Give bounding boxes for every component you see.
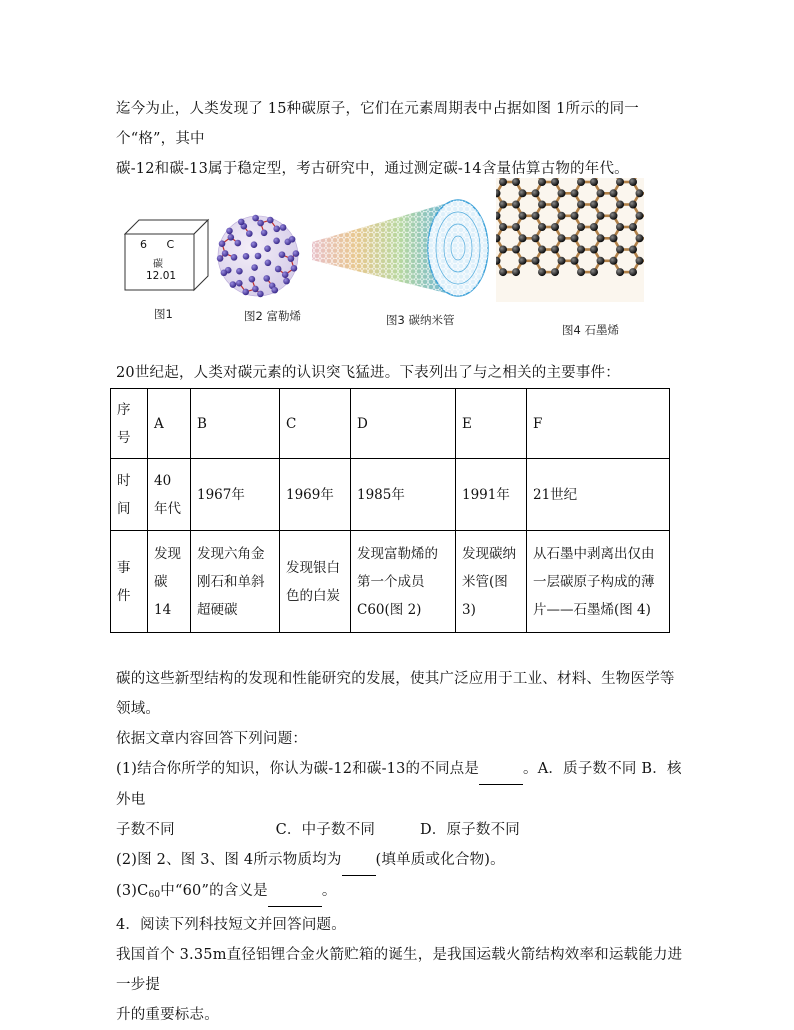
fullerene-molecule-graphic xyxy=(212,210,304,302)
body-paragraph-2: 依据文章内容回答下列问题： xyxy=(116,731,308,747)
fullerene-atom xyxy=(273,226,280,233)
graphene-atom xyxy=(512,201,520,209)
graphene-atom xyxy=(532,212,540,220)
fullerene-atom xyxy=(238,219,245,226)
graphene-atom xyxy=(571,234,579,242)
fullerene-atom xyxy=(235,240,242,247)
fullerene-atom xyxy=(236,280,243,287)
answer-blank-3[interactable] xyxy=(268,876,322,907)
element-name: 碳 xyxy=(153,259,163,270)
graphene-atom xyxy=(551,201,559,209)
atomic-number: 6 xyxy=(140,238,147,251)
graphene-atom xyxy=(538,246,546,254)
option-d: D．原子数不同 xyxy=(419,822,520,838)
graphene-atom xyxy=(610,257,618,265)
fullerene-atom xyxy=(243,253,250,260)
graphene-atom xyxy=(577,201,585,209)
graphene-atom xyxy=(499,201,507,209)
graphene-atom xyxy=(597,257,605,265)
graphene-atom xyxy=(590,223,598,231)
fullerene-atom xyxy=(228,234,235,241)
graphene-atom xyxy=(499,178,507,186)
graphene-lattice-graphic xyxy=(496,178,644,302)
graphene-atom xyxy=(551,268,559,276)
event-cell: 发现富勒烯的第一个成员C60(图 2) xyxy=(351,531,456,633)
table-row-ids xyxy=(111,389,670,459)
graphene-atom xyxy=(551,246,559,254)
graphene-atom xyxy=(616,201,624,209)
row-header-event: 事件 xyxy=(111,531,148,633)
graphene-atom xyxy=(616,178,624,186)
fullerene-atom xyxy=(252,215,259,222)
graphene-atom xyxy=(512,246,520,254)
figure-1 xyxy=(124,214,210,290)
graphene-atom xyxy=(590,246,598,254)
graphene-atom xyxy=(558,212,566,220)
graphene-atom xyxy=(519,234,527,242)
time-cell: 21世纪 xyxy=(527,459,670,531)
event-cell: 发现碳14 xyxy=(148,531,191,633)
question-1-options: 子数不同 C．中子数不同 D．原子数不同 xyxy=(116,822,520,838)
time-cell: 1991年 xyxy=(456,459,527,531)
graphene-atom xyxy=(577,268,585,276)
time-cell: 40年代 xyxy=(148,459,191,531)
id-cell: B xyxy=(191,389,280,459)
answer-blank-1[interactable] xyxy=(479,754,523,785)
graphene-atom xyxy=(616,268,624,276)
fullerene-atom xyxy=(249,276,256,283)
figure-2-caption: 图2 富勒烯 xyxy=(244,309,301,323)
id-cell: C xyxy=(280,389,351,459)
graphene-atom xyxy=(558,257,566,265)
event-cell: 发现碳纳米管(图 3) xyxy=(456,531,527,633)
graphene-atom xyxy=(538,201,546,209)
fullerene-atom xyxy=(257,291,264,298)
events-table xyxy=(110,388,670,633)
graphene-atom xyxy=(538,268,546,276)
row-header-time: 时间 xyxy=(111,459,148,531)
fullerene-atom xyxy=(236,268,243,275)
graphene-atom xyxy=(499,223,507,231)
graphene-atom xyxy=(636,234,644,242)
graphene-atom xyxy=(532,189,540,197)
figure-4-caption: 图4 石墨烯 xyxy=(562,323,619,337)
fullerene-image xyxy=(212,210,304,302)
graphene-atom xyxy=(558,234,566,242)
fullerene-atom xyxy=(265,259,272,266)
fullerene-atom xyxy=(251,264,258,271)
graphene-atom xyxy=(629,246,637,254)
graphene-atom xyxy=(629,268,637,276)
graphene-atom xyxy=(538,223,546,231)
figure-3-caption: 图3 碳纳米管 xyxy=(386,313,455,327)
graphene-atom xyxy=(512,178,520,186)
event-cell: 发现六角金刚石和单斜超硬碳 xyxy=(191,531,280,633)
graphene-atom xyxy=(551,223,559,231)
graphene-atom xyxy=(571,212,579,220)
graphene-atom xyxy=(519,212,527,220)
id-cell: A xyxy=(148,389,191,459)
graphene-atom xyxy=(571,189,579,197)
fullerene-atom xyxy=(252,286,259,293)
graphene-atom xyxy=(558,189,566,197)
graphene-atom xyxy=(629,201,637,209)
graphene-atom xyxy=(551,178,559,186)
graphene-atom xyxy=(590,178,598,186)
graphene-atom xyxy=(616,246,624,254)
intro-paragraph xyxy=(116,94,686,184)
graphene-atom xyxy=(610,234,618,242)
answer-blank-2[interactable] xyxy=(342,845,376,876)
table-intro: 20世纪起，人类对碳元素的认识突飞猛进。下表列出了与之相关的主要事件： xyxy=(116,365,620,381)
fullerene-atom xyxy=(283,278,290,285)
fullerene-atom xyxy=(263,275,270,282)
fullerene-atom xyxy=(271,287,278,294)
graphene-atom xyxy=(610,212,618,220)
graphene-atom xyxy=(629,223,637,231)
body-section xyxy=(116,664,686,1030)
graphene-atom xyxy=(512,223,520,231)
graphene-atom xyxy=(629,178,637,186)
fullerene-atom xyxy=(291,265,298,272)
fullerene-atom xyxy=(275,266,282,273)
fullerene-atom xyxy=(221,269,228,276)
fullerene-atom xyxy=(219,240,226,247)
fullerene-atom xyxy=(222,250,229,257)
graphene-atom xyxy=(538,178,546,186)
element-symbol: C xyxy=(166,238,175,251)
graphene-atom xyxy=(636,257,644,265)
graphene-atom xyxy=(590,201,598,209)
graphene-atom xyxy=(499,268,507,276)
fullerene-atom xyxy=(267,217,274,224)
graphene-atom xyxy=(597,234,605,242)
graphene-atom xyxy=(496,212,501,220)
question-2: (2)图 2、图 3、图 4所示物质均为 (填单质或化合物)。 xyxy=(116,845,686,876)
table-row-times xyxy=(111,459,670,531)
fullerene-atom xyxy=(231,254,238,261)
graphene-atom xyxy=(577,223,585,231)
fullerene-atom xyxy=(293,250,300,257)
graphene-atom xyxy=(577,246,585,254)
graphene-atom xyxy=(590,268,598,276)
atomic-mass: 12.01 xyxy=(146,270,177,282)
question-4-heading: 4．阅读下列科技短文并回答问题。 xyxy=(116,917,346,933)
fullerene-atom xyxy=(217,255,224,262)
graphene-atom xyxy=(636,189,644,197)
fullerene-atom xyxy=(273,238,280,245)
table-row-events xyxy=(111,531,670,633)
graphene-atom xyxy=(597,212,605,220)
graphene-atom xyxy=(636,212,644,220)
graphene-atom xyxy=(519,189,527,197)
graphene-atom xyxy=(597,189,605,197)
graphene-atom xyxy=(532,234,540,242)
graphene-atom xyxy=(532,257,540,265)
fullerene-atom xyxy=(251,241,258,248)
graphene-atom xyxy=(519,257,527,265)
fullerene-atom xyxy=(264,245,271,252)
graphene-atom xyxy=(571,257,579,265)
fullerene-atom xyxy=(289,236,296,243)
graphene-atom xyxy=(496,257,501,265)
intro-line-1: 迄今为止，人类发现了 15种碳原子，它们在元素周期表中占据如图 1所示的同一个“格”，其中 xyxy=(116,101,639,147)
graphene-atom xyxy=(616,223,624,231)
body-paragraph-1: 碳的这些新型结构的发现和性能研究的发展，使其广泛应用于工业、材料、生物医学等领域。 xyxy=(116,671,675,717)
graphene-atom xyxy=(496,234,501,242)
fullerene-atom xyxy=(230,281,237,288)
time-cell: 1985年 xyxy=(351,459,456,531)
graphene-atom xyxy=(610,189,618,197)
figure-1-caption: 图1 xyxy=(154,307,173,321)
graphene-atom xyxy=(577,178,585,186)
fullerene-atom xyxy=(226,228,233,235)
graphene-atom xyxy=(512,268,520,276)
fullerene-atom xyxy=(279,251,286,258)
event-cell: 从石墨中剥离出仅由一层碳原子构成的薄片——石墨烯(图 4) xyxy=(527,531,670,633)
fullerene-atom xyxy=(255,253,262,260)
graphene-image xyxy=(496,178,644,302)
row-header-id: 序号 xyxy=(111,389,148,459)
time-cell: 1967年 xyxy=(191,459,280,531)
time-cell: 1969年 xyxy=(280,459,351,531)
fullerene-atom xyxy=(282,271,289,278)
intro-line-2: 碳-12和碳-13属于稳定型，考古研究中，通过测定碳-14含量估算古物的年代。 xyxy=(116,161,629,177)
event-cell: 发现银白色的白炭 xyxy=(280,531,351,633)
question-3: $(3)C_{60}$中“60”的含义是 。 xyxy=(116,876,686,910)
option-c: C．中子数不同 xyxy=(275,822,376,838)
graphene-atom xyxy=(496,189,501,197)
id-cell: F xyxy=(527,389,670,459)
id-cell: D xyxy=(351,389,456,459)
nanotube-graphic xyxy=(308,196,494,306)
fullerene-atom xyxy=(257,220,264,227)
fullerene-atom xyxy=(280,224,287,231)
fullerene-atom xyxy=(242,289,249,296)
id-cell: E xyxy=(456,389,527,459)
rocket-paragraph: 我国首个 3.35m直径铝锂合金火箭贮箱的诞生，是我国运载火箭结构效率和运载能力进一步提 升的重要标志。 xyxy=(116,947,683,1023)
fullerene-atom xyxy=(261,229,268,236)
graphene-atom xyxy=(499,246,507,254)
fullerene-atom xyxy=(246,230,253,237)
nanotube-image xyxy=(308,196,494,306)
fullerene-atom xyxy=(288,255,295,262)
question-1: (1)结合你所学的知识，你认为碳-12和碳-13的不同点是 。A．质子数不同 B．核外电 xyxy=(116,754,686,815)
